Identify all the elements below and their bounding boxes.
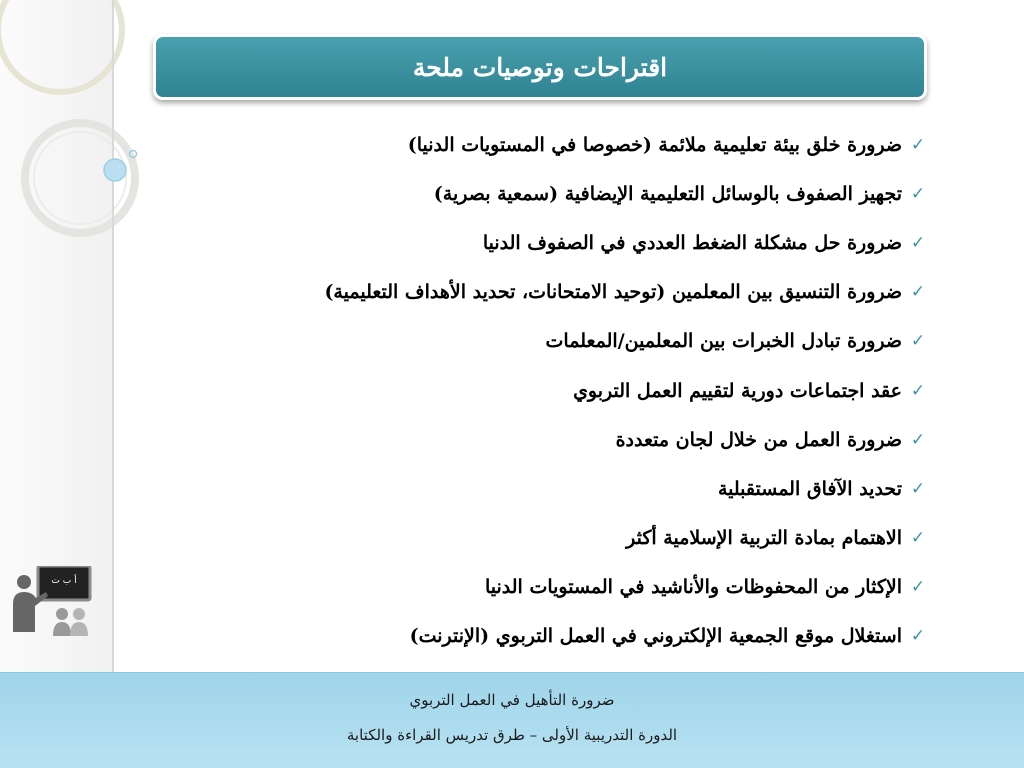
title-bar [153,34,927,100]
list-item-text: ضرورة حل مشكلة الضغط العددي في الصفوف الدنيا [482,231,902,254]
list-item [166,612,926,661]
board-text: أ ب ت [51,576,77,586]
list-item-text: تحديد الآفاق المستقبلية [717,477,902,500]
list-item [166,169,926,218]
check-icon: ✓ [910,134,926,155]
check-icon: ✓ [910,232,926,253]
list-item-text: الإكثار من المحفوظات والأناشيد في المستويات الدنيا [484,576,902,599]
list-item [166,268,926,317]
check-icon: ✓ [910,380,926,401]
footer-bar [0,672,1024,768]
list-item [166,464,926,513]
list-item [166,563,926,612]
footer-subtitle: الدورة التدريبية الأولى – طرق تدريس القراءة والكتابة [346,726,678,744]
check-icon: ✓ [910,183,926,204]
list-item [166,120,926,169]
teacher-blackboard-icon [10,566,94,642]
check-icon: ✓ [910,282,926,303]
list-item-text: ضرورة التنسيق بين المعلمين (توحيد الامتحانات، تحديد الأهداف التعليمية) [324,281,902,304]
list-item-text: تجهيز الصفوف بالوسائل التعليمية الإيضافية (سمعية بصرية) [433,182,902,205]
list-item [166,415,926,464]
check-icon: ✓ [910,478,926,499]
check-icon: ✓ [910,577,926,598]
list-item [166,218,926,267]
check-icon: ✓ [910,528,926,549]
list-item-text: استغلال موقع الجمعية الإلكتروني في العمل التربوي (الإنترنت) [409,625,902,648]
list-item [166,514,926,563]
slide-title: اقتراحات وتوصيات ملحة [412,52,668,82]
list-item-text: عقد اجتماعات دورية لتقييم العمل التربوي [573,379,902,402]
recommendations-list [166,120,926,661]
check-icon: ✓ [910,429,926,450]
check-icon: ✓ [910,626,926,647]
list-item-text: الاهتمام بمادة التربية الإسلامية أكثر [626,527,902,550]
list-item-text: ضرورة العمل من خلال لجان متعددة [615,428,902,451]
check-icon: ✓ [910,331,926,352]
list-item [166,366,926,415]
list-item-text: ضرورة تبادل الخبرات بين المعلمين/المعلمات [545,330,902,353]
footer-title: ضرورة التأهيل في العمل التربوي [409,691,615,709]
list-item [166,317,926,366]
list-item-text: ضرورة خلق بيئة تعليمية ملائمة (خصوصا في المستويات الدنيا) [407,133,902,156]
